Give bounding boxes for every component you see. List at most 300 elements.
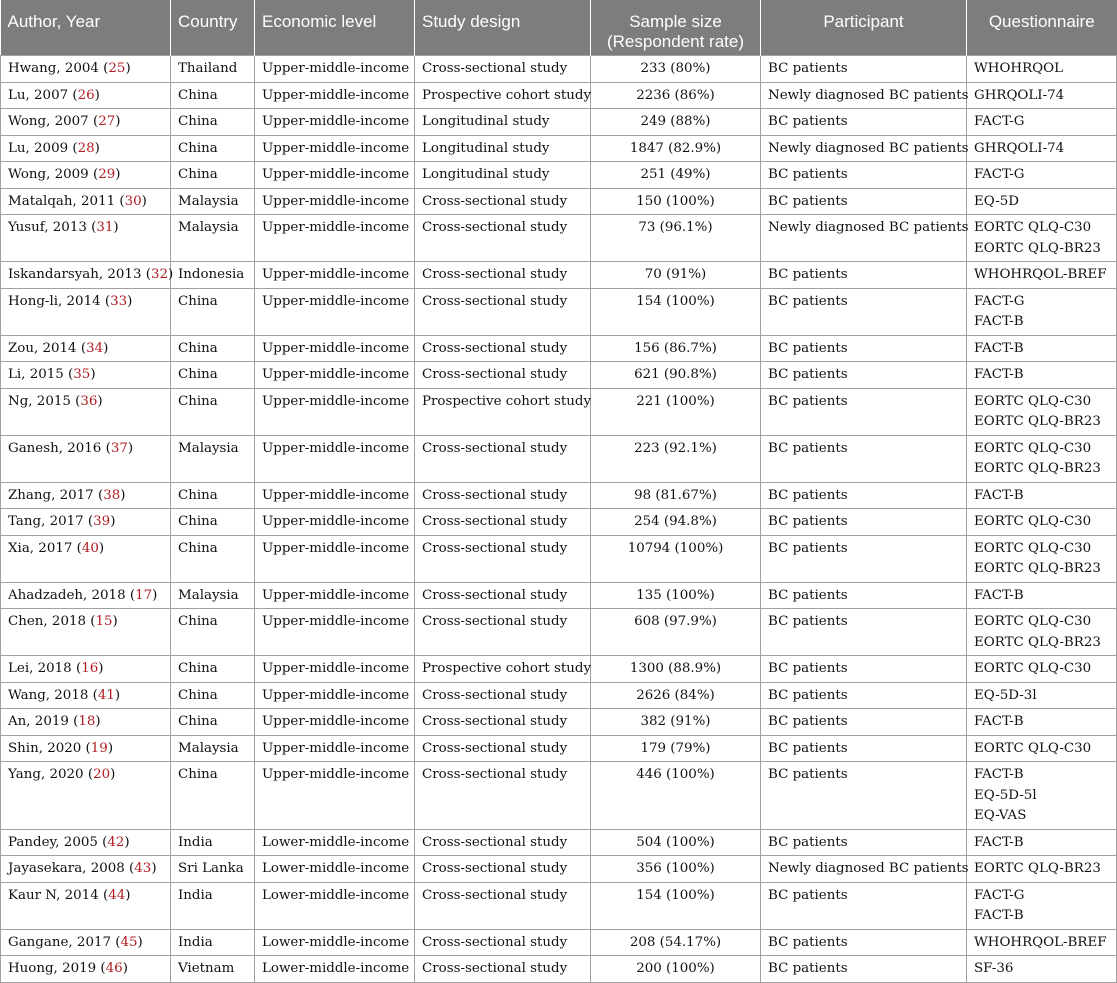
cell-country: China (171, 288, 255, 335)
reference-link[interactable]: 27 (98, 114, 116, 129)
cell-country: Malaysia (171, 215, 255, 262)
cell-study-design: Cross-sectional study (415, 856, 591, 883)
cell-economic-level: Upper-middle-income (255, 288, 415, 335)
cell-country: China (171, 82, 255, 109)
cell-participant: BC patients (761, 762, 967, 830)
author-name: Xia, 2017 (8, 540, 73, 556)
author-name: Huong, 2019 (8, 961, 97, 976)
table-row (1, 509, 1117, 536)
cell-participant: BC patients (761, 435, 967, 482)
cell-questionnaire (967, 435, 1117, 482)
cell-study-design: Longitudinal study (415, 135, 591, 162)
cell-country: China (171, 656, 255, 683)
cell-participant: BC patients (761, 56, 967, 83)
cell-author: Xia, 2017 (40) (1, 535, 171, 582)
cell-author: An, 2019 (18) (1, 709, 171, 736)
cell-participant: Newly diagnosed BC patients (761, 135, 967, 162)
cell-participant: BC patients (761, 609, 967, 656)
author-name: Jayasekara, 2008 (8, 861, 125, 876)
table-row (1, 288, 1117, 335)
cell-questionnaire (967, 929, 1117, 956)
cell-economic-level: Upper-middle-income (255, 215, 415, 262)
cell-author: Ng, 2015 (36) (1, 388, 171, 435)
cell-economic-level: Upper-middle-income (255, 609, 415, 656)
header-country: Country (171, 0, 255, 56)
header-author: Author, Year (1, 0, 171, 56)
reference-link[interactable]: 19 (90, 740, 108, 756)
cell-country: Malaysia (171, 735, 255, 762)
questionnaire-item: EORTC QLQ-C30 (974, 661, 1092, 676)
questionnaire-item: FACT-G (974, 167, 1025, 182)
table-row (1, 856, 1117, 883)
questionnaire-item: EQ-5D-3l (974, 687, 1037, 703)
table-row (1, 262, 1117, 289)
cell-participant: Newly diagnosed BC patients (761, 82, 967, 109)
cell-sample-size: 446 (100%) (591, 762, 761, 830)
header-sample-size-line1: Sample size (629, 12, 722, 31)
reference-link[interactable]: 18 (78, 714, 96, 729)
cell-questionnaire (967, 656, 1117, 683)
cell-participant: BC patients (761, 509, 967, 536)
cell-sample-size: 1847 (82.9%) (591, 135, 761, 162)
table-header (1, 0, 1117, 56)
cell-economic-level: Upper-middle-income (255, 582, 415, 609)
author-name: Iskandarsyah, 2013 (8, 267, 142, 282)
cell-economic-level: Upper-middle-income (255, 188, 415, 215)
questionnaire-item: FACT-B (974, 340, 1024, 356)
questionnaire-item: EORTC QLQ-BR23 (974, 414, 1101, 429)
cell-country: Indonesia (171, 262, 255, 289)
cell-sample-size: 504 (100%) (591, 829, 761, 856)
cell-study-design: Cross-sectional study (415, 188, 591, 215)
cell-study-design: Cross-sectional study (415, 956, 591, 983)
questionnaire-item: EORTC QLQ-C30 (974, 614, 1092, 629)
cell-study-design: Cross-sectional study (415, 288, 591, 335)
table-row (1, 582, 1117, 609)
cell-study-design: Cross-sectional study (415, 682, 591, 709)
table-row (1, 188, 1117, 215)
reference-link[interactable]: 36 (80, 393, 98, 409)
cell-sample-size: 221 (100%) (591, 388, 761, 435)
author-name: Gangane, 2017 (8, 934, 111, 950)
table-row (1, 56, 1117, 83)
cell-participant: Newly diagnosed BC patients (761, 215, 967, 262)
cell-economic-level: Upper-middle-income (255, 56, 415, 83)
cell-sample-size: 233 (80%) (591, 56, 761, 83)
cell-sample-size: 356 (100%) (591, 856, 761, 883)
cell-economic-level: Upper-middle-income (255, 535, 415, 582)
cell-economic-level: Lower-middle-income (255, 929, 415, 956)
reference-link[interactable]: 15 (95, 614, 113, 629)
questionnaire-item: EORTC QLQ-C30 (974, 393, 1092, 409)
cell-economic-level: Upper-middle-income (255, 162, 415, 189)
cell-author: Huong, 2019 (46) (1, 956, 171, 983)
author-name: Yang, 2020 (8, 767, 84, 782)
cell-author: Ahadzadeh, 2018 (17) (1, 582, 171, 609)
header-sample-size-line2: (Respondent rate) (606, 32, 745, 51)
cell-study-design: Longitudinal study (415, 109, 591, 136)
questionnaire-item: WHOHRQOL-BREF (974, 267, 1107, 282)
cell-participant: BC patients (761, 882, 967, 929)
cell-author: Wang, 2018 (41) (1, 682, 171, 709)
author-name: Chen, 2018 (8, 614, 87, 629)
cell-economic-level: Upper-middle-income (255, 482, 415, 509)
cell-sample-size: 254 (94.8%) (591, 509, 761, 536)
cell-sample-size: 135 (100%) (591, 582, 761, 609)
cell-sample-size: 70 (91%) (591, 262, 761, 289)
cell-questionnaire (967, 882, 1117, 929)
cell-questionnaire (967, 335, 1117, 362)
cell-author: Gangane, 2017 (45) (1, 929, 171, 956)
table-row (1, 162, 1117, 189)
cell-economic-level: Upper-middle-income (255, 682, 415, 709)
reference-link[interactable]: 44 (108, 887, 126, 903)
reference-link[interactable]: 39 (93, 514, 111, 529)
header-participant: Participant (761, 0, 967, 56)
reference-link[interactable]: 41 (97, 687, 115, 703)
table-row (1, 709, 1117, 736)
cell-country: China (171, 709, 255, 736)
cell-questionnaire (967, 856, 1117, 883)
cell-author: Chen, 2018 (15) (1, 609, 171, 656)
reference-link[interactable]: 17 (135, 587, 153, 603)
table-row (1, 482, 1117, 509)
cell-author: Zou, 2014 (34) (1, 335, 171, 362)
cell-participant: BC patients (761, 288, 967, 335)
reference-link[interactable]: 16 (81, 661, 99, 676)
questionnaire-item: FACT-B (974, 714, 1024, 729)
cell-sample-size: 2236 (86%) (591, 82, 761, 109)
cell-questionnaire (967, 709, 1117, 736)
questionnaire-item: FACT-B (974, 834, 1024, 850)
cell-study-design: Cross-sectional study (415, 582, 591, 609)
cell-sample-size: 98 (81.67%) (591, 482, 761, 509)
questionnaire-item: FACT-G (974, 114, 1025, 129)
cell-participant: BC patients (761, 735, 967, 762)
cell-participant: Newly diagnosed BC patients (761, 856, 967, 883)
questionnaire-item: EORTC QLQ-C30 (974, 540, 1092, 556)
cell-questionnaire (967, 188, 1117, 215)
cell-study-design: Cross-sectional study (415, 735, 591, 762)
questionnaire-item: WHOHRQOL (974, 61, 1064, 76)
cell-country: China (171, 762, 255, 830)
questionnaire-item: EORTC QLQ-BR23 (974, 461, 1101, 476)
cell-study-design: Prospective cohort study (415, 388, 591, 435)
cell-study-design: Cross-sectional study (415, 609, 591, 656)
cell-sample-size: 223 (92.1%) (591, 435, 761, 482)
author-name: Ganesh, 2016 (8, 440, 102, 456)
cell-economic-level: Lower-middle-income (255, 956, 415, 983)
reference-link[interactable]: 43 (134, 861, 152, 876)
header-economic-level: Economic level (255, 0, 415, 56)
cell-questionnaire (967, 735, 1117, 762)
questionnaire-item: FACT-B (974, 767, 1024, 782)
cell-economic-level: Lower-middle-income (255, 856, 415, 883)
table-row (1, 135, 1117, 162)
table-row (1, 388, 1117, 435)
cell-participant: BC patients (761, 109, 967, 136)
header-study-design: Study design (415, 0, 591, 56)
questionnaire-item: EORTC QLQ-C30 (974, 220, 1092, 235)
table-row (1, 335, 1117, 362)
cell-study-design: Cross-sectional study (415, 882, 591, 929)
cell-sample-size: 382 (91%) (591, 709, 761, 736)
table-row (1, 109, 1117, 136)
cell-participant: BC patients (761, 482, 967, 509)
table-row (1, 362, 1117, 389)
cell-country: China (171, 362, 255, 389)
header-questionnaire: Questionnaire (967, 0, 1117, 56)
author-name: Tang, 2017 (8, 514, 84, 529)
cell-country: China (171, 682, 255, 709)
cell-participant: BC patients (761, 956, 967, 983)
cell-country: Vietnam (171, 956, 255, 983)
questionnaire-item: EORTC QLQ-BR23 (974, 561, 1101, 576)
cell-sample-size: 73 (96.1%) (591, 215, 761, 262)
cell-country: Malaysia (171, 435, 255, 482)
author-name: Matalqah, 2011 (8, 193, 116, 209)
cell-study-design: Cross-sectional study (415, 335, 591, 362)
table-row (1, 762, 1117, 830)
cell-country: China (171, 388, 255, 435)
author-name: Ahadzadeh, 2018 (8, 587, 126, 603)
questionnaire-item: EQ-5D-5l (974, 787, 1037, 803)
cell-participant: BC patients (761, 582, 967, 609)
table-row (1, 829, 1117, 856)
cell-sample-size: 150 (100%) (591, 188, 761, 215)
table-row (1, 656, 1117, 683)
cell-country: China (171, 509, 255, 536)
cell-author: Tang, 2017 (39) (1, 509, 171, 536)
questionnaire-item: FACT-B (974, 587, 1024, 603)
author-name: An, 2019 (8, 714, 69, 729)
cell-country: China (171, 335, 255, 362)
cell-country: China (171, 162, 255, 189)
cell-country: Thailand (171, 56, 255, 83)
reference-link[interactable]: 40 (81, 540, 99, 556)
cell-study-design: Prospective cohort study (415, 82, 591, 109)
author-name: Ng, 2015 (8, 393, 71, 409)
cell-sample-size: 621 (90.8%) (591, 362, 761, 389)
cell-study-design: Cross-sectional study (415, 262, 591, 289)
questionnaire-item: EORTC QLQ-C30 (974, 740, 1092, 756)
cell-country: China (171, 535, 255, 582)
reference-link[interactable]: 46 (105, 961, 123, 976)
cell-participant: BC patients (761, 188, 967, 215)
author-name: Hwang, 2004 (8, 61, 99, 76)
table-row (1, 956, 1117, 983)
reference-link[interactable]: 35 (73, 367, 91, 382)
reference-link[interactable]: 42 (107, 834, 125, 850)
table-row (1, 929, 1117, 956)
table-row (1, 735, 1117, 762)
questionnaire-item: EORTC QLQ-C30 (974, 514, 1092, 529)
cell-study-design: Cross-sectional study (415, 535, 591, 582)
cell-economic-level: Upper-middle-income (255, 388, 415, 435)
cell-author: Hong-li, 2014 (33) (1, 288, 171, 335)
questionnaire-item: EQ-5D (974, 193, 1020, 209)
questionnaire-item: FACT-B (974, 487, 1024, 503)
cell-study-design: Prospective cohort study (415, 656, 591, 683)
cell-author: Shin, 2020 (19) (1, 735, 171, 762)
table-body (1, 56, 1117, 983)
questionnaire-item: GHRQOLI-74 (974, 87, 1065, 103)
cell-country: India (171, 829, 255, 856)
header-sample-size (591, 0, 761, 56)
cell-sample-size: 1300 (88.9%) (591, 656, 761, 683)
questionnaire-item: WHOHRQOL-BREF (974, 934, 1107, 950)
cell-study-design: Cross-sectional study (415, 362, 591, 389)
cell-participant: BC patients (761, 162, 967, 189)
cell-author: Hwang, 2004 (25) (1, 56, 171, 83)
author-name: Lu, 2007 (8, 87, 69, 103)
cell-country: China (171, 109, 255, 136)
cell-country: Malaysia (171, 188, 255, 215)
cell-author: Wong, 2007 (27) (1, 109, 171, 136)
reference-link[interactable]: 31 (96, 220, 114, 235)
cell-sample-size: 208 (54.17%) (591, 929, 761, 956)
cell-study-design: Cross-sectional study (415, 929, 591, 956)
cell-economic-level: Upper-middle-income (255, 362, 415, 389)
cell-sample-size: 154 (100%) (591, 288, 761, 335)
author-name: Pandey, 2005 (8, 834, 98, 850)
questionnaire-item: FACT-B (974, 367, 1024, 382)
reference-link[interactable]: 45 (120, 934, 138, 950)
cell-study-design: Cross-sectional study (415, 509, 591, 536)
cell-questionnaire (967, 829, 1117, 856)
reference-link[interactable]: 32 (150, 267, 169, 282)
cell-study-design: Cross-sectional study (415, 762, 591, 830)
cell-study-design: Cross-sectional study (415, 482, 591, 509)
cell-author: Lei, 2018 (16) (1, 656, 171, 683)
cell-study-design: Longitudinal study (415, 162, 591, 189)
cell-author: Li, 2015 (35) (1, 362, 171, 389)
cell-questionnaire (967, 109, 1117, 136)
cell-participant: BC patients (761, 535, 967, 582)
author-name: Kaur N, 2014 (8, 887, 99, 903)
cell-economic-level: Upper-middle-income (255, 135, 415, 162)
reference-link[interactable]: 25 (108, 61, 126, 76)
author-name: Wong, 2009 (8, 167, 89, 182)
author-name: Lei, 2018 (8, 661, 72, 676)
cell-author: Zhang, 2017 (38) (1, 482, 171, 509)
cell-economic-level: Upper-middle-income (255, 109, 415, 136)
reference-link[interactable]: 34 (86, 340, 104, 356)
cell-questionnaire (967, 582, 1117, 609)
cell-author: Kaur N, 2014 (44) (1, 882, 171, 929)
cell-participant: BC patients (761, 829, 967, 856)
cell-questionnaire (967, 762, 1117, 830)
cell-country: China (171, 609, 255, 656)
cell-country: China (171, 482, 255, 509)
cell-questionnaire (967, 509, 1117, 536)
questionnaire-item: EORTC QLQ-C30 (974, 440, 1092, 456)
cell-study-design: Cross-sectional study (415, 709, 591, 736)
cell-participant: BC patients (761, 388, 967, 435)
cell-study-design: Cross-sectional study (415, 215, 591, 262)
cell-author: Lu, 2007 (26) (1, 82, 171, 109)
cell-author: Wong, 2009 (29) (1, 162, 171, 189)
author-name: Shin, 2020 (8, 740, 82, 756)
cell-economic-level: Upper-middle-income (255, 509, 415, 536)
cell-economic-level: Upper-middle-income (255, 709, 415, 736)
reference-link[interactable]: 33 (110, 293, 128, 309)
cell-author: Ganesh, 2016 (37) (1, 435, 171, 482)
reference-link[interactable]: 26 (77, 87, 95, 103)
reference-link[interactable]: 30 (124, 193, 142, 209)
cell-sample-size: 608 (97.9%) (591, 609, 761, 656)
questionnaire-item: GHRQOLI-74 (974, 140, 1065, 156)
cell-sample-size: 251 (49%) (591, 162, 761, 189)
reference-link[interactable]: 28 (77, 140, 95, 156)
cell-author: Jayasekara, 2008 (43) (1, 856, 171, 883)
cell-economic-level: Upper-middle-income (255, 82, 415, 109)
cell-sample-size: 10794 (100%) (591, 535, 761, 582)
author-name: Li, 2015 (8, 367, 64, 382)
cell-economic-level: Upper-middle-income (255, 735, 415, 762)
cell-author: Matalqah, 2011 (30) (1, 188, 171, 215)
cell-economic-level: Upper-middle-income (255, 262, 415, 289)
cell-economic-level: Upper-middle-income (255, 335, 415, 362)
cell-sample-size: 200 (100%) (591, 956, 761, 983)
cell-participant: BC patients (761, 262, 967, 289)
cell-participant: BC patients (761, 682, 967, 709)
cell-questionnaire (967, 535, 1117, 582)
reference-link[interactable]: 29 (98, 167, 116, 182)
cell-sample-size: 156 (86.7%) (591, 335, 761, 362)
cell-sample-size: 179 (79%) (591, 735, 761, 762)
cell-questionnaire (967, 482, 1117, 509)
questionnaire-item: EORTC QLQ-BR23 (974, 634, 1101, 650)
table-row (1, 435, 1117, 482)
questionnaire-item: EQ-VAS (974, 808, 1027, 823)
table-row (1, 882, 1117, 929)
cell-study-design: Cross-sectional study (415, 435, 591, 482)
questionnaire-item: EORTC QLQ-BR23 (974, 240, 1101, 256)
cell-questionnaire (967, 135, 1117, 162)
cell-country: Malaysia (171, 582, 255, 609)
cell-questionnaire (967, 682, 1117, 709)
cell-questionnaire (967, 609, 1117, 656)
author-name: Yusuf, 2013 (8, 220, 87, 235)
questionnaire-item: SF-36 (974, 961, 1014, 976)
table-row (1, 82, 1117, 109)
cell-participant: BC patients (761, 656, 967, 683)
cell-economic-level: Upper-middle-income (255, 762, 415, 830)
cell-study-design: Cross-sectional study (415, 829, 591, 856)
cell-author: Yusuf, 2013 (31) (1, 215, 171, 262)
cell-questionnaire (967, 56, 1117, 83)
cell-economic-level: Upper-middle-income (255, 656, 415, 683)
reference-link[interactable]: 38 (103, 487, 121, 503)
reference-link[interactable]: 20 (93, 767, 111, 782)
table-row (1, 682, 1117, 709)
questionnaire-item: EORTC QLQ-BR23 (974, 861, 1101, 876)
cell-economic-level: Upper-middle-income (255, 435, 415, 482)
reference-link[interactable]: 37 (110, 440, 128, 456)
cell-author: Pandey, 2005 (42) (1, 829, 171, 856)
cell-questionnaire (967, 288, 1117, 335)
cell-sample-size: 249 (88%) (591, 109, 761, 136)
cell-questionnaire (967, 388, 1117, 435)
cell-participant: BC patients (761, 335, 967, 362)
table-row (1, 215, 1117, 262)
questionnaire-item: FACT-G (974, 293, 1025, 309)
cell-questionnaire (967, 215, 1117, 262)
cell-country: India (171, 929, 255, 956)
author-name: Lu, 2009 (8, 140, 69, 156)
cell-author: Yang, 2020 (20) (1, 762, 171, 830)
